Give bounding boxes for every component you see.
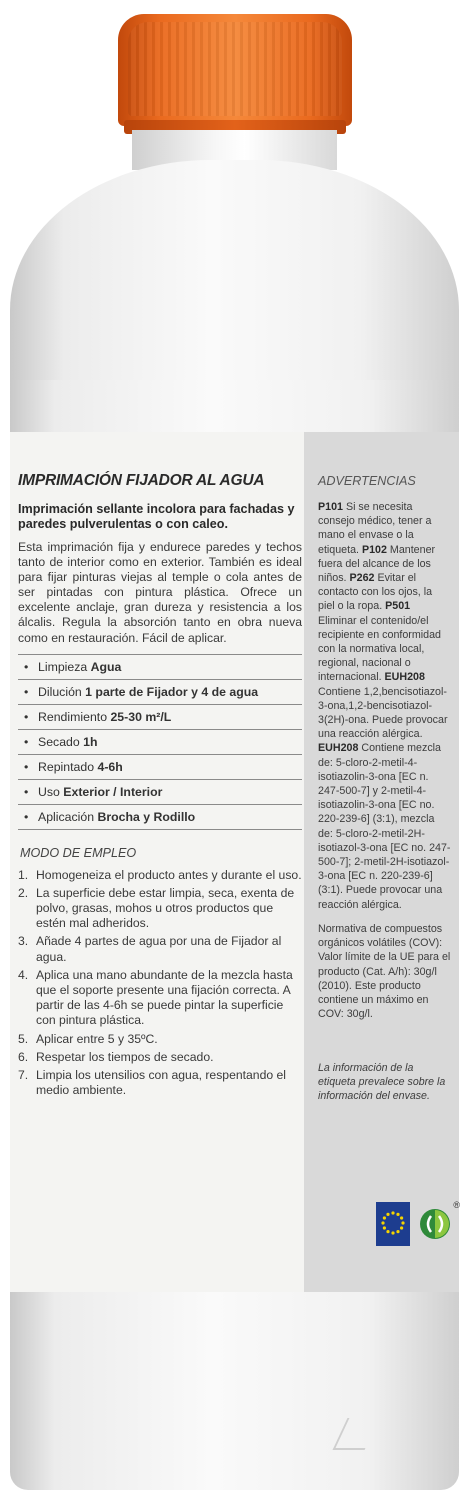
warning-text: Contiene mezcla de: 5-cloro-2-metil-4-isotiazolin-3-ona [EC n. 247-500-7] y 2-metil-4-isotiazolin-3-ona [EC no. 220-239-6] (3:1), mezcla de: 5-cloro-2-metil-2H-isotiazol-3-ona [EC no. 247-500-7]; 2-metil-2H-isotiazol-3-ona [EC n. 220-239-6] (3:1). Puede provocar una reacción alérgica. (318, 742, 451, 911)
warning-text: Contiene 1,2,bencisotiazol-3-ona,1,2-bencisotiazol-3(2H)-ona. Puede provocar una reacción alérgica. (318, 685, 448, 741)
spec-value: 1 parte de Fijador y 4 de agua (85, 684, 259, 699)
step-text: La superficie debe estar limpia, seca, exenta de polvo, grasas, mohos u otros productos que estén mal adheridos. (36, 885, 295, 931)
step-text: Aplica una mano abundante de la mezcla hasta que el soporte presente una fijación correcta. A partir de las 4-6h se puede pintar la superficie con pintura plástica. (36, 967, 293, 1028)
spec-label: Rendimiento (38, 709, 108, 724)
certification-logos (376, 1200, 460, 1246)
warning-text: Eliminar el contenido/el recipiente en conformidad con la normativa local, regional, nacional o internacional. (318, 614, 441, 684)
spec-value: 4-6h (97, 759, 123, 774)
label-note: La información de la etiqueta prevalece sobre la información del envase. (318, 1062, 446, 1103)
warnings-heading: ADVERTENCIAS (318, 474, 416, 488)
eu-flag-icon (376, 1202, 410, 1246)
usage-step (18, 868, 302, 883)
spec-label: Uso (38, 784, 60, 799)
step-number: 5. (18, 1031, 29, 1046)
warning-text: Evitar el contacto con los ojos, la piel o la ropa. (318, 572, 433, 613)
label-warnings-panel (304, 432, 459, 1292)
spec-item (18, 729, 302, 754)
step-text: Homogeneiza el producto antes y durante el uso. (36, 867, 302, 882)
warning-code: EUH208 (384, 671, 425, 684)
warning-code: P262 (349, 572, 375, 585)
spec-label: Secado (38, 734, 80, 749)
voc-statement: Normativa de compuestos orgánicos volátiles (COV): Valor límite de la UE para el producto (Cat. A/h): 30g/l (2010). Este producto contiene un máximo en COV: 30g/l. (318, 922, 451, 1021)
spec-item (18, 754, 302, 779)
spec-label: Aplicación (38, 809, 95, 824)
green-dot-recycling-icon (418, 1200, 460, 1246)
bullet-icon: • (24, 734, 29, 749)
label-main-panel (10, 432, 302, 1102)
usage-step (18, 1050, 302, 1065)
warning-text: Si se necesita consejo médico, tener a mano el envase o la etiqueta. (318, 501, 432, 556)
usage-heading: MODO DE EMPLEO (20, 845, 137, 860)
step-number: 1. (18, 867, 29, 882)
bullet-icon: • (24, 784, 29, 799)
spec-item (18, 679, 302, 704)
product-subtitle: Imprimación sellante incolora para fachadas y paredes pulverulentas o con caleo. (18, 502, 295, 531)
spec-value: 25-30 m²/L (110, 709, 172, 724)
usage-step (18, 934, 302, 964)
bullet-icon: • (24, 684, 29, 699)
spec-item (18, 654, 302, 679)
usage-step (18, 1068, 302, 1098)
product-description: Esta imprimación fija y endurece paredes y techos tanto de interior como en exterior. También es ideal para fijar pinturas viejas al temple o cola antes de ser pintadas con pintura plástica. Ofrece un excelente anclaje, gran dureza y resistencia a los álcalis. Regula la absorción tanto en obra nueva como en restauración. Fácil de aplicar. (18, 540, 302, 645)
warning-code: P102 (361, 543, 387, 556)
product-label (10, 432, 459, 1292)
spec-label: Repintado (38, 759, 95, 774)
spec-item (18, 779, 302, 804)
warnings-text (318, 500, 451, 912)
spec-value: 1h (83, 734, 98, 749)
registered-mark: ® (453, 1200, 460, 1210)
bullet-icon: • (24, 809, 29, 824)
product-title: IMPRIMACIÓN FIJADOR AL AGUA (18, 472, 265, 489)
usage-step (18, 886, 302, 932)
bullet-icon: • (24, 759, 29, 774)
warning-code: P501 (385, 600, 411, 613)
spec-item (18, 704, 302, 729)
warning-text: Mantener fuera del alcance de los niños. (318, 543, 436, 585)
spec-item (18, 804, 302, 830)
spec-value: Agua (90, 659, 122, 674)
step-number: 7. (18, 1068, 29, 1083)
spec-list (18, 654, 302, 830)
warning-code: EUH208 (318, 742, 359, 755)
step-text: Limpia los utensilios con agua, respentando el medio ambiente. (36, 1068, 287, 1098)
step-number: 4. (18, 967, 29, 982)
bullet-icon: • (24, 659, 29, 674)
bullet-icon: • (24, 709, 29, 724)
step-text: Añade 4 partes de agua por una de Fijador al agua. (36, 934, 282, 964)
spec-value: Brocha y Rodillo (97, 809, 196, 824)
spec-label: Limpieza (38, 659, 88, 674)
usage-steps (18, 868, 302, 1099)
usage-step (18, 968, 302, 1029)
step-text: Aplicar entre 5 y 35ºC. (36, 1031, 158, 1046)
spec-value: Exterior / Interior (63, 784, 163, 799)
bottle-cap (118, 14, 352, 126)
bottle-shoulder (10, 160, 459, 400)
step-text: Respetar los tiempos de secado. (36, 1049, 214, 1064)
warning-code: P101 (318, 501, 343, 513)
usage-step (18, 1032, 302, 1047)
step-number: 2. (18, 885, 29, 900)
spec-label: Dilución (38, 684, 82, 699)
step-number: 3. (18, 934, 29, 949)
step-number: 6. (18, 1049, 29, 1064)
